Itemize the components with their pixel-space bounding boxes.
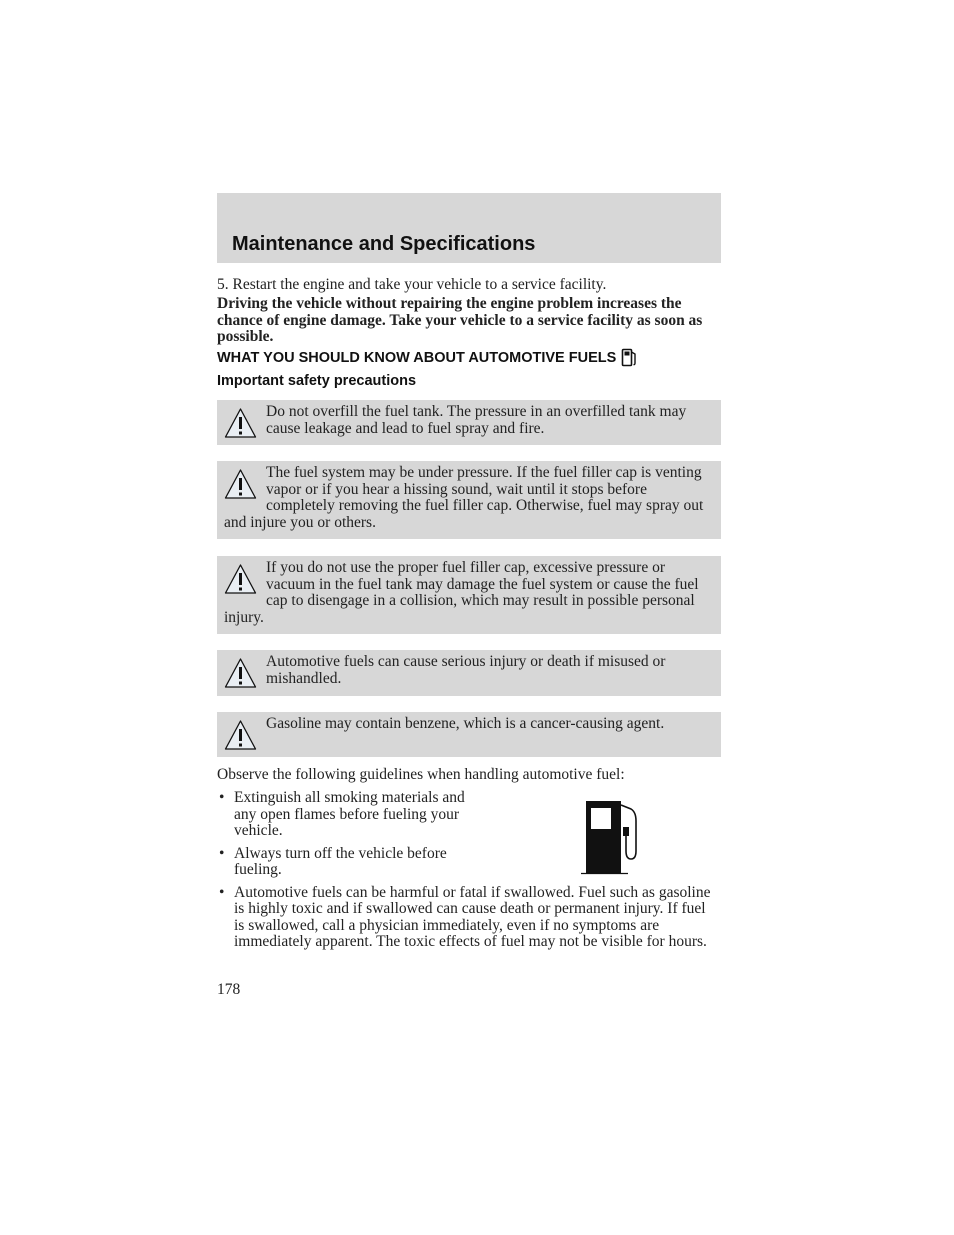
warning-box [217, 400, 721, 445]
warning-box [217, 461, 721, 539]
warning-triangle-icon [224, 407, 257, 440]
fuels-heading [217, 348, 638, 367]
warning-triangle-icon [224, 719, 257, 752]
safety-subheading: Important safety precautions [217, 373, 417, 389]
list-item-text: Extinguish all smoking materials and any open flames before fueling your vehicle. [234, 789, 465, 839]
step-5: 5. Restart the engine and take your vehicle to a service facility. [217, 276, 607, 293]
list-item [217, 790, 474, 840]
engine-warning-text: Driving the vehicle without repairing the engine problem increases the chance of engine damage. Take your vehicle to a service facility as soon as possible. [217, 295, 703, 345]
bullet: • [219, 883, 225, 901]
bullet: • [219, 844, 225, 862]
fuels-heading-text: WHAT YOU SHOULD KNOW ABOUT AUTOMOTIVE FUELS [217, 349, 617, 366]
warning-text: The fuel system may be under pressure. If the fuel filler cap is venting vapor or if you hear a hissing sound, wait until it stops before completely removing the fuel filler cap. Otherwise, fuel may spray out and injure you or others. [224, 464, 704, 531]
warning-text: If you do not use the proper fuel filler cap, excessive pressure or vacuum in the fuel tank may damage the fuel system or cause the fuel cap to disengage in a collision, which may result in possible personal injury. [224, 559, 699, 626]
warning-box [217, 712, 721, 757]
warning-triangle-icon [224, 657, 257, 690]
warning-text: Gasoline may contain benzene, which is a cancer-causing agent. [266, 715, 665, 732]
page-number: 178 [217, 981, 241, 998]
warning-text: Do not overfill the fuel tank. The pressure in an overfilled tank may cause leakage and lead to fuel spray and fire. [266, 403, 687, 437]
warning-box [217, 650, 721, 696]
fuel-pump-illustration [579, 799, 641, 875]
list-item-text: Always turn off the vehicle before fueling. [234, 844, 447, 878]
guidelines-list [217, 790, 721, 957]
guidelines-intro: Observe the following guidelines when handling automotive fuel: [217, 766, 625, 783]
list-item [217, 846, 474, 879]
manual-page [217, 193, 721, 998]
section-header [217, 193, 721, 263]
list-item [217, 885, 714, 951]
page-title: Maintenance and Specifications [232, 233, 536, 255]
warning-triangle-icon [224, 468, 257, 501]
warning-text: Automotive fuels can cause serious injury or death if misused or mishandled. [266, 653, 666, 687]
list-item-text: Automotive fuels can be harmful or fatal if swallowed. Fuel such as gasoline is highly toxic and if swallowed can cause death or permanent injury. If fuel is swallowed, call a physician immediately, even if no symptoms are immediately apparent. The toxic effects of fuel may not be visible for hours. [234, 883, 711, 950]
warning-triangle-icon [224, 563, 257, 596]
fuel-pump-icon [621, 348, 638, 367]
warning-box [217, 556, 721, 634]
bullet: • [219, 789, 225, 806]
